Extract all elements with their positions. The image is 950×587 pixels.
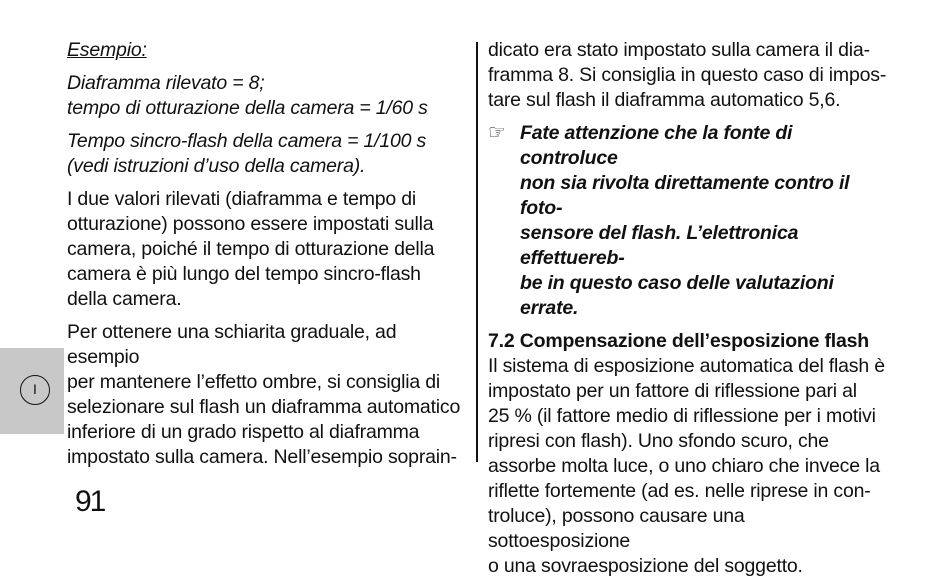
section-heading: 7.2 Compensazione dell’esposizione flash: [488, 330, 870, 352]
text-line: della camera.: [67, 288, 182, 310]
column-divider: [476, 42, 478, 462]
page-number: 91: [75, 485, 105, 518]
text-line: inferiore di un grado rispetto al diaframma: [67, 421, 420, 443]
text-line: per mantenere l’effetto ombre, si consiglia di: [67, 371, 441, 393]
sync-line: Tempo sincro-flash della camera = 1/100 s: [67, 130, 427, 152]
text-line: Per ottenere una schiarita graduale, ad esempio: [67, 321, 397, 368]
language-tab: [0, 348, 64, 434]
warning-text: [520, 121, 888, 321]
paragraph-1: [67, 187, 467, 312]
warning-line: sensore del flash. L’elettronica effettuereb-: [520, 222, 799, 269]
warning-line: Fate attenzione che la fonte di controluce: [520, 122, 793, 169]
text-line: Il sistema di esposizione automatica del flash è: [488, 355, 885, 377]
pointing-hand-icon: ☞: [488, 122, 506, 144]
example-line: Diaframma rilevato = 8;: [67, 72, 265, 94]
example-block: [67, 71, 467, 121]
warning-line: be in questo caso delle valutazioni errate.: [520, 272, 834, 319]
text-line: impostato sulla camera. Nell’esempio soprain-: [67, 446, 457, 468]
text-line: camera, poiché il tempo di otturazione della: [67, 238, 435, 260]
text-line: riflette fortemente (ad es. nelle riprese in con-: [488, 480, 871, 502]
text-line: selezionare sul flash un diaframma automatico: [67, 396, 461, 418]
text-line: 25 % (il fattore medio di riflessione per i motivi: [488, 405, 876, 427]
text-line: I due valori rilevati (diaframma e tempo di: [67, 188, 417, 210]
warning-line: non sia rivolta direttamente contro il foto-: [520, 172, 850, 219]
text-line: ripresi con flash). Uno sfondo scuro, che: [488, 430, 829, 452]
warning-note: [488, 121, 888, 321]
sync-block: [67, 129, 467, 179]
text-line: otturazione) possono essere impostati sulla: [67, 213, 434, 235]
text-line: tare sul flash il diaframma automatico 5,6.: [488, 89, 841, 111]
text-line: dicato era stato impostato sulla camera il dia-: [488, 39, 870, 61]
right-column: [488, 38, 888, 587]
text-line: impostato per un fattore di riflessione pari al: [488, 380, 857, 402]
paragraph-2: [67, 320, 467, 470]
text-line: camera è più lungo del tempo sincro-flash: [67, 263, 421, 285]
paragraph-continued: [488, 38, 888, 113]
text-line: assorbe molta luce, o uno chiaro che invece la: [488, 455, 880, 477]
sync-line: (vedi istruzioni d’uso della camera).: [67, 155, 366, 177]
text-line: framma 8. Si consiglia in questo caso di impos-: [488, 64, 887, 86]
language-tab-label: I: [20, 375, 50, 405]
section-body: [488, 354, 888, 579]
example-line: tempo di otturazione della camera = 1/60 s: [67, 97, 428, 119]
text-line: o una sovraesposizione del soggetto.: [488, 555, 803, 577]
example-heading: Esempio:: [67, 39, 147, 61]
left-column: [67, 38, 467, 478]
text-line: troluce), possono causare una sottoesposizione: [488, 505, 745, 552]
